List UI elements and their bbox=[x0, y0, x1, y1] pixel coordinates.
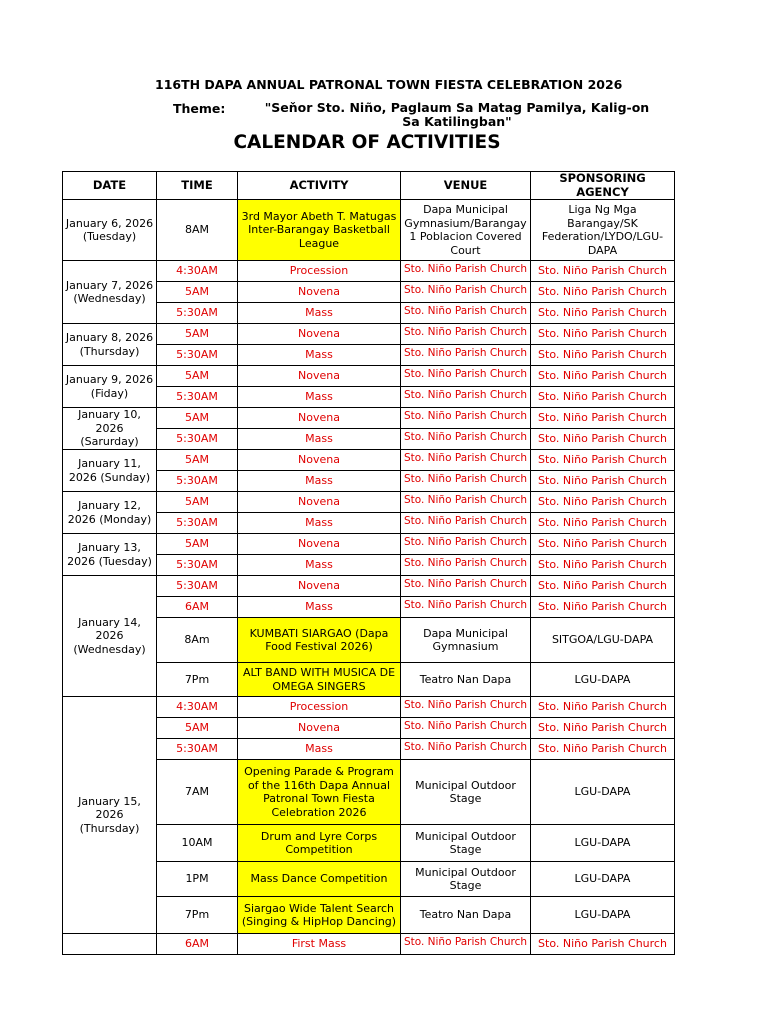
date-cell bbox=[63, 934, 157, 955]
table-row bbox=[63, 450, 675, 471]
agency-cell: Sto. Niño Parish Church bbox=[531, 408, 675, 429]
activity-cell: Mass bbox=[238, 739, 401, 760]
time-cell: 5AM bbox=[157, 718, 238, 739]
time-cell: 5:30AM bbox=[157, 303, 238, 324]
date-cell: January 14, 2026 (Wednesday) bbox=[63, 576, 157, 697]
time-cell: 8AM bbox=[157, 200, 238, 261]
venue-cell: Teatro Nan Dapa bbox=[401, 663, 531, 697]
agency-cell: Liga Ng Mga Barangay/SK Federation/LYDO/LGU-DAPA bbox=[531, 200, 675, 261]
activity-cell: Novena bbox=[238, 408, 401, 429]
time-cell: 5AM bbox=[157, 492, 238, 513]
time-cell: 5AM bbox=[157, 408, 238, 429]
activity-cell: Novena bbox=[238, 282, 401, 303]
agency-cell: Sto. Niño Parish Church bbox=[531, 366, 675, 387]
agency-cell: Sto. Niño Parish Church bbox=[531, 934, 675, 955]
time-cell: 8Am bbox=[157, 618, 238, 663]
venue-cell: Sto. Niño Parish Church bbox=[401, 261, 531, 282]
venue-cell: Sto. Niño Parish Church bbox=[401, 492, 531, 513]
table-row bbox=[63, 492, 675, 513]
activities-table bbox=[62, 171, 675, 955]
agency-cell: Sto. Niño Parish Church bbox=[531, 471, 675, 492]
agency-cell: Sto. Niño Parish Church bbox=[531, 303, 675, 324]
venue-cell: Sto. Niño Parish Church bbox=[401, 597, 531, 618]
header-agency: SPONSORING AGENCY bbox=[531, 172, 675, 200]
venue-cell: Teatro Nan Dapa bbox=[401, 897, 531, 934]
time-cell: 5AM bbox=[157, 324, 238, 345]
agency-cell: LGU-DAPA bbox=[531, 663, 675, 697]
header-venue: VENUE bbox=[401, 172, 531, 200]
time-cell: 5AM bbox=[157, 534, 238, 555]
activity-cell: Mass bbox=[238, 345, 401, 366]
venue-cell: Sto. Niño Parish Church bbox=[401, 366, 531, 387]
activity-cell: Siargao Wide Talent Search (Singing & HipHop Dancing) bbox=[238, 897, 401, 934]
agency-cell: Sto. Niño Parish Church bbox=[531, 387, 675, 408]
agency-cell: LGU-DAPA bbox=[531, 825, 675, 862]
date-cell: January 9, 2026 (Fiday) bbox=[63, 366, 157, 408]
date-cell: January 12, 2026 (Monday) bbox=[63, 492, 157, 534]
activity-cell: Novena bbox=[238, 492, 401, 513]
agency-cell: SITGOA/LGU-DAPA bbox=[531, 618, 675, 663]
date-cell: January 13, 2026 (Tuesday) bbox=[63, 534, 157, 576]
table-row bbox=[63, 408, 675, 429]
time-cell: 5:30AM bbox=[157, 739, 238, 760]
time-cell: 5AM bbox=[157, 282, 238, 303]
venue-cell: Sto. Niño Parish Church bbox=[401, 739, 531, 760]
time-cell: 4:30AM bbox=[157, 261, 238, 282]
time-cell: 5:30AM bbox=[157, 429, 238, 450]
header-time: TIME bbox=[157, 172, 238, 200]
activity-cell: Novena bbox=[238, 450, 401, 471]
time-cell: 7AM bbox=[157, 760, 238, 825]
agency-cell: Sto. Niño Parish Church bbox=[531, 597, 675, 618]
time-cell: 5AM bbox=[157, 450, 238, 471]
venue-cell: Sto. Niño Parish Church bbox=[401, 934, 531, 955]
activity-cell: ALT BAND WITH MUSICA DE OMEGA SINGERS bbox=[238, 663, 401, 697]
venue-cell: Sto. Niño Parish Church bbox=[401, 387, 531, 408]
agency-cell: Sto. Niño Parish Church bbox=[531, 282, 675, 303]
activity-cell: Novena bbox=[238, 576, 401, 597]
activity-cell: Novena bbox=[238, 366, 401, 387]
agency-cell: Sto. Niño Parish Church bbox=[531, 697, 675, 718]
header-date: DATE bbox=[63, 172, 157, 200]
activity-cell: Procession bbox=[238, 261, 401, 282]
table-row bbox=[63, 261, 675, 282]
venue-cell: Sto. Niño Parish Church bbox=[401, 429, 531, 450]
document-title: 116TH DAPA ANNUAL PATRONAL TOWN FIESTA CELEBRATION 2026 bbox=[155, 77, 623, 92]
agency-cell: Sto. Niño Parish Church bbox=[531, 345, 675, 366]
time-cell: 5:30AM bbox=[157, 471, 238, 492]
table-row bbox=[63, 934, 675, 955]
activity-cell: Mass bbox=[238, 429, 401, 450]
activity-cell: Novena bbox=[238, 718, 401, 739]
venue-cell: Municipal Outdoor Stage bbox=[401, 862, 531, 897]
agency-cell: LGU-DAPA bbox=[531, 897, 675, 934]
date-cell: January 10, 2026 (Sarurday) bbox=[63, 408, 157, 450]
time-cell: 5:30AM bbox=[157, 513, 238, 534]
time-cell: 5AM bbox=[157, 366, 238, 387]
agency-cell: Sto. Niño Parish Church bbox=[531, 492, 675, 513]
activity-cell: 3rd Mayor Abeth T. Matugas Inter-Barangay Basketball League bbox=[238, 200, 401, 261]
time-cell: 6AM bbox=[157, 934, 238, 955]
agency-cell: LGU-DAPA bbox=[531, 862, 675, 897]
agency-cell: Sto. Niño Parish Church bbox=[531, 261, 675, 282]
time-cell: 10AM bbox=[157, 825, 238, 862]
time-cell: 1PM bbox=[157, 862, 238, 897]
venue-cell: Sto. Niño Parish Church bbox=[401, 697, 531, 718]
table-row bbox=[63, 324, 675, 345]
activity-cell: Mass bbox=[238, 387, 401, 408]
table-row bbox=[63, 200, 675, 261]
date-cell: January 6, 2026 (Tuesday) bbox=[63, 200, 157, 261]
activity-cell: Mass bbox=[238, 471, 401, 492]
venue-cell: Sto. Niño Parish Church bbox=[401, 450, 531, 471]
activity-cell: Mass Dance Competition bbox=[238, 862, 401, 897]
venue-cell: Sto. Niño Parish Church bbox=[401, 303, 531, 324]
time-cell: 5:30AM bbox=[157, 576, 238, 597]
time-cell: 4:30AM bbox=[157, 697, 238, 718]
venue-cell: Sto. Niño Parish Church bbox=[401, 282, 531, 303]
venue-cell: Dapa Municipal Gymnasium/Barangay 1 Poblacion Covered Court bbox=[401, 200, 531, 261]
agency-cell: Sto. Niño Parish Church bbox=[531, 739, 675, 760]
theme-label: Theme: bbox=[173, 101, 226, 116]
header-activity: ACTIVITY bbox=[238, 172, 401, 200]
date-cell: January 8, 2026 (Thursday) bbox=[63, 324, 157, 366]
venue-cell: Sto. Niño Parish Church bbox=[401, 718, 531, 739]
venue-cell: Sto. Niño Parish Church bbox=[401, 345, 531, 366]
agency-cell: Sto. Niño Parish Church bbox=[531, 513, 675, 534]
agency-cell: Sto. Niño Parish Church bbox=[531, 555, 675, 576]
activity-cell: Mass bbox=[238, 303, 401, 324]
date-cell: January 15, 2026 (Thursday) bbox=[63, 697, 157, 934]
agency-cell: Sto. Niño Parish Church bbox=[531, 534, 675, 555]
date-cell: January 11, 2026 (Sunday) bbox=[63, 450, 157, 492]
time-cell: 5:30AM bbox=[157, 387, 238, 408]
table-row bbox=[63, 697, 675, 718]
table-row bbox=[63, 534, 675, 555]
time-cell: 6AM bbox=[157, 597, 238, 618]
table-header-row bbox=[63, 172, 675, 200]
time-cell: 7Pm bbox=[157, 663, 238, 697]
agency-cell: Sto. Niño Parish Church bbox=[531, 324, 675, 345]
venue-cell: Municipal Outdoor Stage bbox=[401, 760, 531, 825]
agency-cell: Sto. Niño Parish Church bbox=[531, 429, 675, 450]
activity-cell: Novena bbox=[238, 534, 401, 555]
activity-cell: Mass bbox=[238, 513, 401, 534]
time-cell: 7Pm bbox=[157, 897, 238, 934]
venue-cell: Dapa Municipal Gymnasium bbox=[401, 618, 531, 663]
agency-cell: Sto. Niño Parish Church bbox=[531, 450, 675, 471]
activity-cell: Opening Parade & Program of the 116th Dapa Annual Patronal Town Fiesta Celebration 2026 bbox=[238, 760, 401, 825]
activity-cell: Mass bbox=[238, 597, 401, 618]
agency-cell: LGU-DAPA bbox=[531, 760, 675, 825]
activity-cell: Mass bbox=[238, 555, 401, 576]
agency-cell: Sto. Niño Parish Church bbox=[531, 576, 675, 597]
time-cell: 5:30AM bbox=[157, 555, 238, 576]
theme-text: "Seňor Sto. Niño, Paglaum Sa Matag Pamilya, Kalig-on Sa Katilingban" bbox=[264, 100, 650, 129]
date-cell: January 7, 2026 (Wednesday) bbox=[63, 261, 157, 324]
table-row bbox=[63, 576, 675, 597]
venue-cell: Sto. Niño Parish Church bbox=[401, 555, 531, 576]
time-cell: 5:30AM bbox=[157, 345, 238, 366]
activity-cell: First Mass bbox=[238, 934, 401, 955]
venue-cell: Municipal Outdoor Stage bbox=[401, 825, 531, 862]
venue-cell: Sto. Niño Parish Church bbox=[401, 324, 531, 345]
venue-cell: Sto. Niño Parish Church bbox=[401, 576, 531, 597]
activity-cell: Novena bbox=[238, 324, 401, 345]
venue-cell: Sto. Niño Parish Church bbox=[401, 513, 531, 534]
activity-cell: Procession bbox=[238, 697, 401, 718]
activity-cell: KUMBATI SIARGAO (Dapa Food Festival 2026) bbox=[238, 618, 401, 663]
venue-cell: Sto. Niño Parish Church bbox=[401, 534, 531, 555]
activity-cell: Drum and Lyre Corps Competition bbox=[238, 825, 401, 862]
venue-cell: Sto. Niño Parish Church bbox=[401, 408, 531, 429]
table-row bbox=[63, 366, 675, 387]
venue-cell: Sto. Niño Parish Church bbox=[401, 471, 531, 492]
agency-cell: Sto. Niño Parish Church bbox=[531, 718, 675, 739]
calendar-heading: CALENDAR OF ACTIVITIES bbox=[233, 132, 501, 153]
